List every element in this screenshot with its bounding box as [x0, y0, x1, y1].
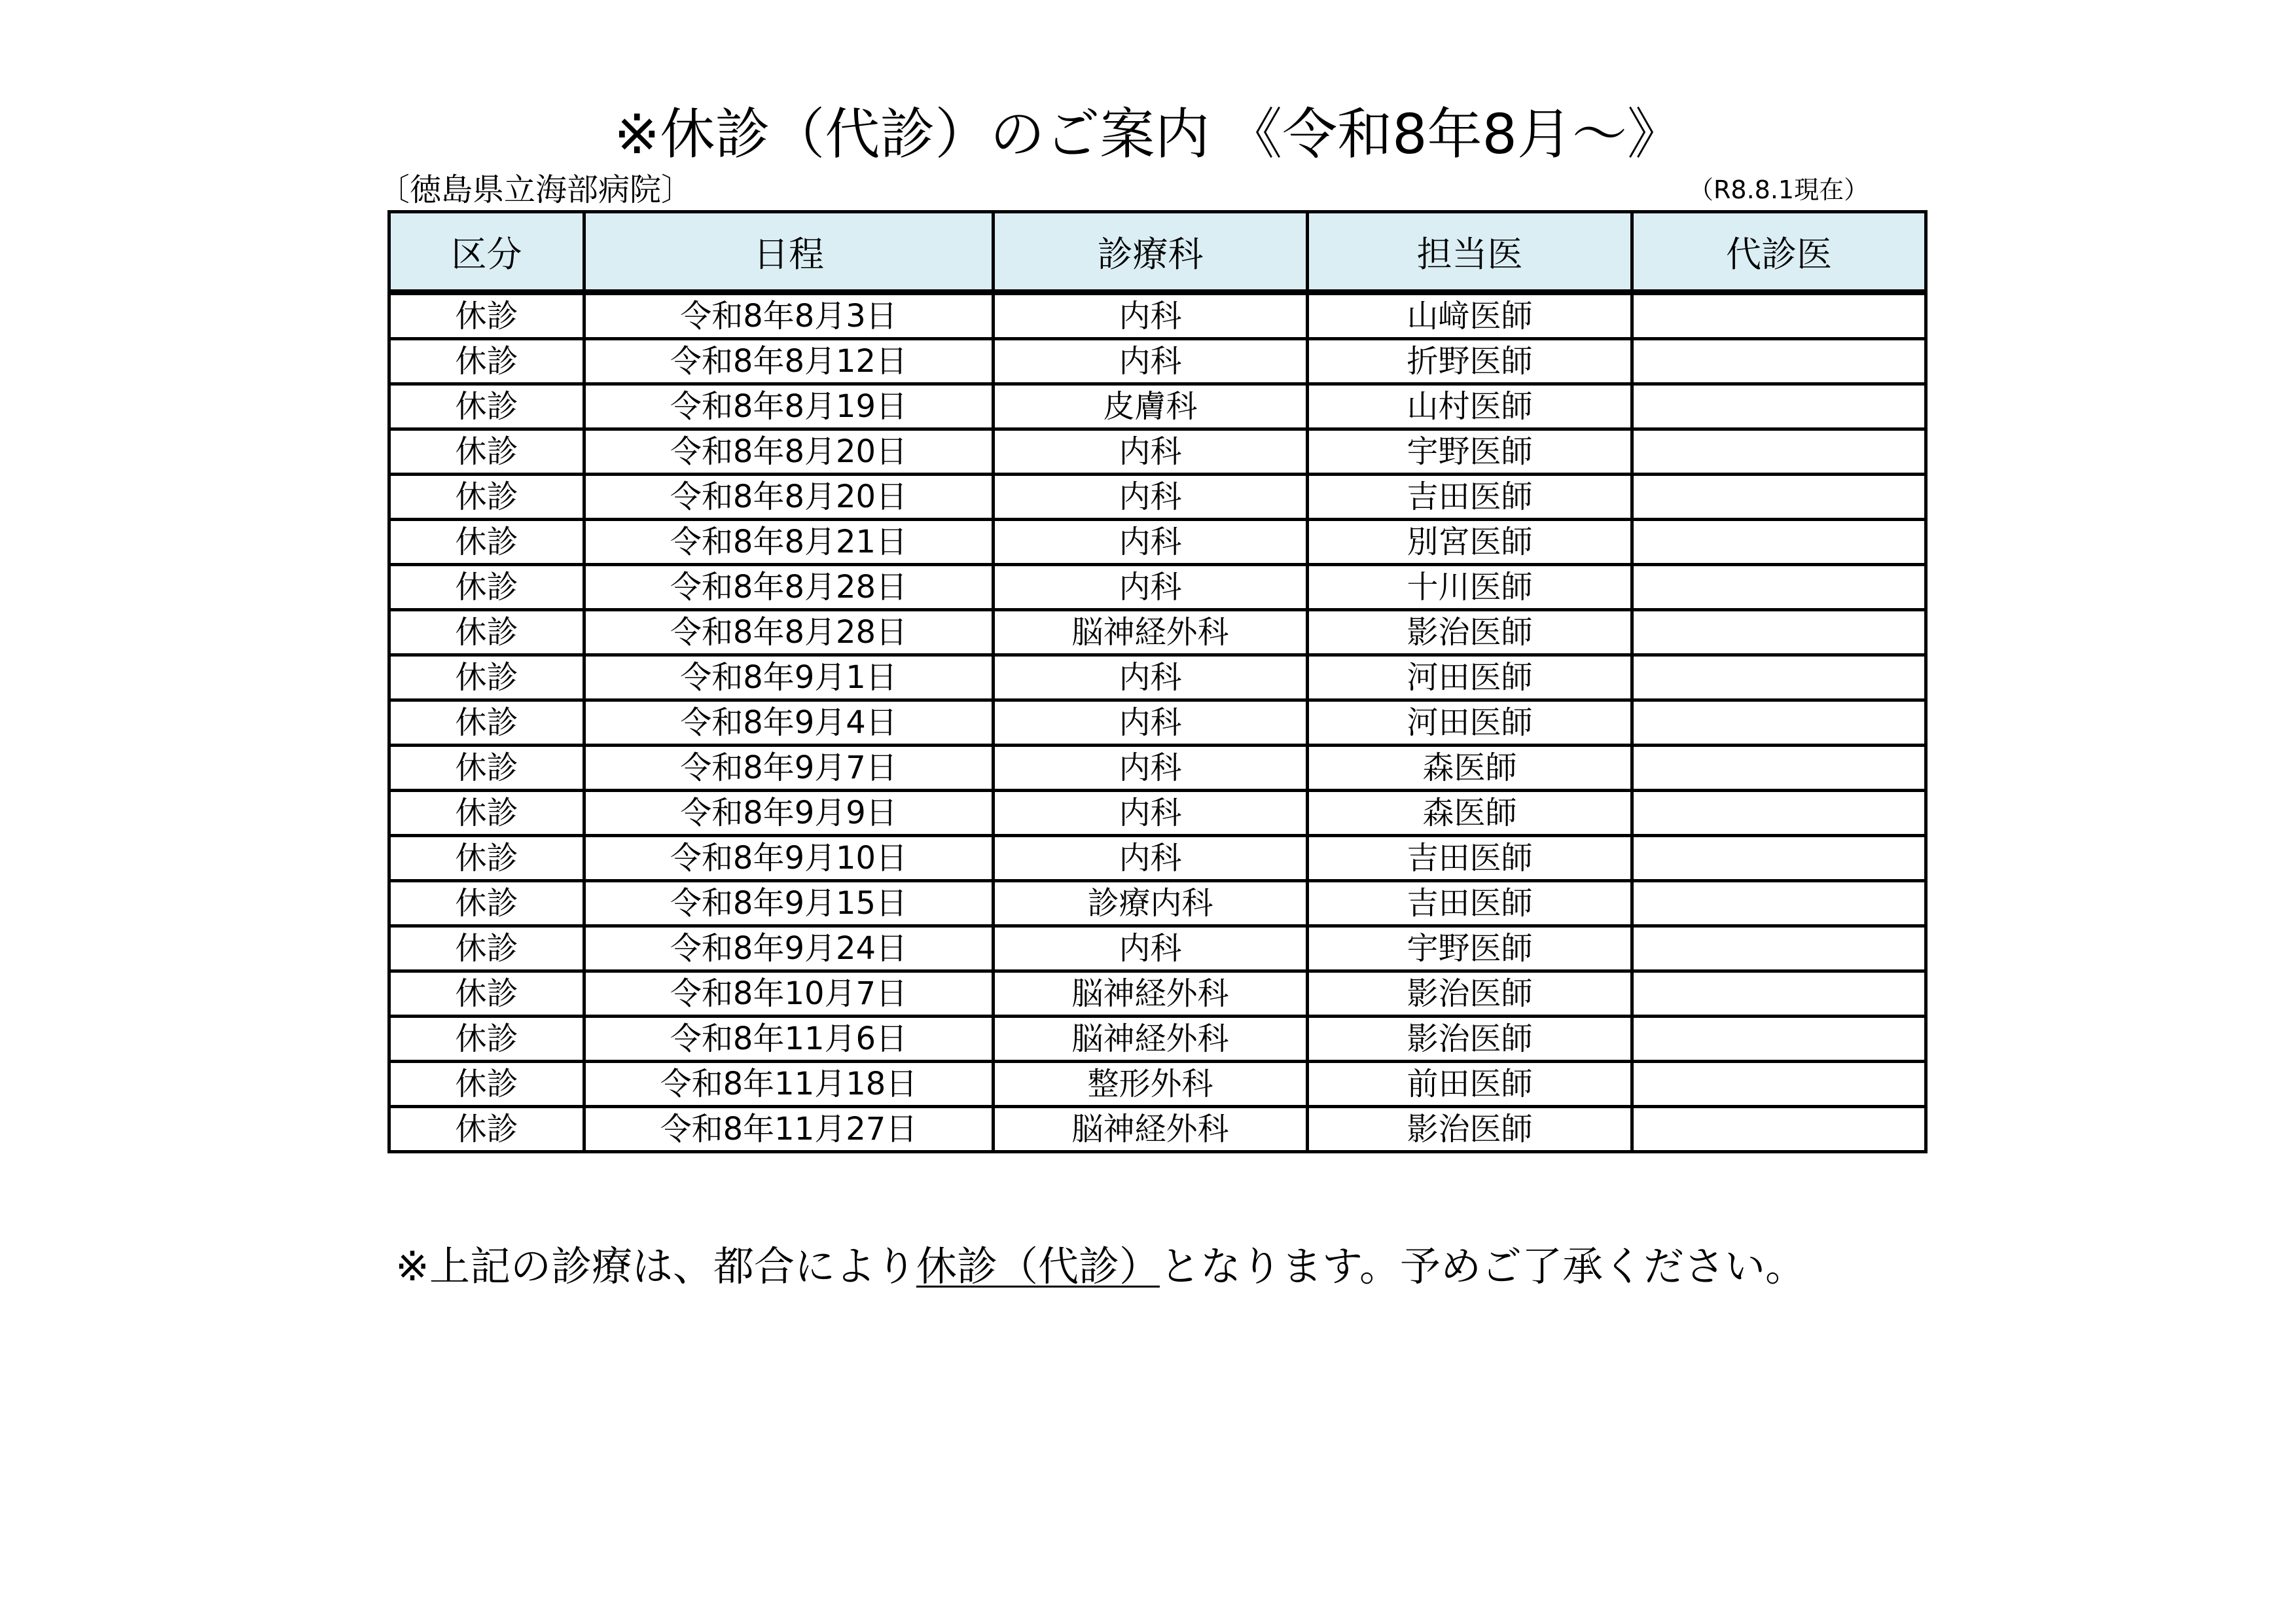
cell-date: 令和8年10月7日 — [584, 971, 994, 1017]
cell-doctor: 河田医師 — [1308, 655, 1632, 700]
cell-date: 令和8年8月19日 — [584, 384, 994, 429]
cell-department: 脳神経外科 — [994, 1107, 1308, 1152]
cell-category: 休診 — [389, 1107, 584, 1152]
table-body — [389, 293, 1926, 1152]
cell-doctor: 森医師 — [1308, 746, 1632, 791]
cell-date: 令和8年8月21日 — [584, 520, 994, 565]
cell-department: 内科 — [994, 836, 1308, 881]
cell-category: 休診 — [389, 791, 584, 836]
cell-date: 令和8年11月27日 — [584, 1107, 994, 1152]
cell-substitute-doctor — [1632, 971, 1926, 1017]
cell-department: 内科 — [994, 339, 1308, 384]
cell-substitute-doctor — [1632, 293, 1926, 339]
cell-doctor: 影治医師 — [1308, 1107, 1632, 1152]
cell-department: 脳神経外科 — [994, 971, 1308, 1017]
cell-doctor: 別宮医師 — [1308, 520, 1632, 565]
table-row — [389, 565, 1926, 610]
cell-substitute-doctor — [1632, 836, 1926, 881]
cell-date: 令和8年9月9日 — [584, 791, 994, 836]
table-row — [389, 971, 1926, 1017]
cell-category: 休診 — [389, 971, 584, 1017]
cell-substitute-doctor — [1632, 384, 1926, 429]
cell-category: 休診 — [389, 881, 584, 926]
cell-department: 内科 — [994, 475, 1308, 520]
cell-category: 休診 — [389, 565, 584, 610]
schedule-table — [387, 210, 1928, 1153]
cell-department: 内科 — [994, 655, 1308, 700]
cell-category: 休診 — [389, 384, 584, 429]
cell-doctor: 山村医師 — [1308, 384, 1632, 429]
cell-doctor: 折野医師 — [1308, 339, 1632, 384]
cell-doctor: 吉田医師 — [1308, 836, 1632, 881]
cell-substitute-doctor — [1632, 1017, 1926, 1062]
cell-date: 令和8年9月4日 — [584, 700, 994, 746]
header-department: 診療科 — [994, 212, 1308, 293]
cell-substitute-doctor — [1632, 881, 1926, 926]
cell-substitute-doctor — [1632, 610, 1926, 655]
cell-doctor: 宇野医師 — [1308, 926, 1632, 971]
header-doctor: 担当医 — [1308, 212, 1632, 293]
cell-department: 脳神経外科 — [994, 610, 1308, 655]
cell-doctor: 吉田医師 — [1308, 881, 1632, 926]
cell-doctor: 河田医師 — [1308, 700, 1632, 746]
table-row — [389, 700, 1926, 746]
cell-doctor: 影治医師 — [1308, 1017, 1632, 1062]
cell-date: 令和8年9月15日 — [584, 881, 994, 926]
cell-doctor: 吉田医師 — [1308, 475, 1632, 520]
cell-doctor: 宇野医師 — [1308, 429, 1632, 475]
table-row — [389, 429, 1926, 475]
cell-substitute-doctor — [1632, 475, 1926, 520]
cell-date: 令和8年9月7日 — [584, 746, 994, 791]
cell-date: 令和8年8月3日 — [584, 293, 994, 339]
cell-department: 診療内科 — [994, 881, 1308, 926]
cell-category: 休診 — [389, 475, 584, 520]
cell-doctor: 十川医師 — [1308, 565, 1632, 610]
table-row — [389, 926, 1926, 971]
cell-date: 令和8年8月20日 — [584, 475, 994, 520]
cell-date: 令和8年9月24日 — [584, 926, 994, 971]
table-row — [389, 610, 1926, 655]
table-row — [389, 746, 1926, 791]
hospital-name: 〔徳島県立海部病院〕 — [378, 171, 693, 208]
cell-department: 内科 — [994, 293, 1308, 339]
table-row — [389, 520, 1926, 565]
cell-category: 休診 — [389, 1062, 584, 1107]
cell-substitute-doctor — [1632, 429, 1926, 475]
cell-department: 内科 — [994, 746, 1308, 791]
cell-substitute-doctor — [1632, 746, 1926, 791]
cell-doctor: 森医師 — [1308, 791, 1632, 836]
header-category: 区分 — [389, 212, 584, 293]
cell-substitute-doctor — [1632, 1107, 1926, 1152]
cell-date: 令和8年8月20日 — [584, 429, 994, 475]
cell-department: 内科 — [994, 791, 1308, 836]
cell-substitute-doctor — [1632, 655, 1926, 700]
cell-department: 内科 — [994, 565, 1308, 610]
cell-substitute-doctor — [1632, 926, 1926, 971]
cell-department: 内科 — [994, 520, 1308, 565]
cell-date: 令和8年9月10日 — [584, 836, 994, 881]
cell-category: 休診 — [389, 520, 584, 565]
table-row — [389, 881, 1926, 926]
cell-substitute-doctor — [1632, 520, 1926, 565]
cell-date: 令和8年9月1日 — [584, 655, 994, 700]
table-row — [389, 791, 1926, 836]
header-substitute-doctor: 代診医 — [1632, 212, 1926, 293]
table-row — [389, 384, 1926, 429]
cell-doctor: 山﨑医師 — [1308, 293, 1632, 339]
cell-category: 休診 — [389, 700, 584, 746]
cell-category: 休診 — [389, 429, 584, 475]
note-prefix: ※上記の診療は、都合により — [395, 1242, 916, 1290]
table-row — [389, 339, 1926, 384]
cell-category: 休診 — [389, 926, 584, 971]
cell-department: 整形外科 — [994, 1062, 1308, 1107]
table-row — [389, 655, 1926, 700]
cell-department: 内科 — [994, 700, 1308, 746]
cell-department: 皮膚科 — [994, 384, 1308, 429]
table-row — [389, 1062, 1926, 1107]
cell-substitute-doctor — [1632, 1062, 1926, 1107]
cell-date: 令和8年11月18日 — [584, 1062, 994, 1107]
table-row — [389, 475, 1926, 520]
cell-category: 休診 — [389, 293, 584, 339]
cell-category: 休診 — [389, 836, 584, 881]
cell-category: 休診 — [389, 1017, 584, 1062]
cell-doctor: 影治医師 — [1308, 610, 1632, 655]
cell-date: 令和8年8月12日 — [584, 339, 994, 384]
cell-category: 休診 — [389, 655, 584, 700]
cell-substitute-doctor — [1632, 791, 1926, 836]
cell-category: 休診 — [389, 339, 584, 384]
page-title: ※休診（代診）のご案内 《令和8年8月～》 — [614, 102, 1682, 166]
note-suffix: となります。予めご了承ください。 — [1159, 1242, 1806, 1290]
cell-date: 令和8年8月28日 — [584, 610, 994, 655]
cell-category: 休診 — [389, 610, 584, 655]
cell-department: 脳神経外科 — [994, 1017, 1308, 1062]
cell-doctor: 影治医師 — [1308, 971, 1632, 1017]
cell-substitute-doctor — [1632, 700, 1926, 746]
cell-substitute-doctor — [1632, 565, 1926, 610]
cell-date: 令和8年8月28日 — [584, 565, 994, 610]
table-row — [389, 1017, 1926, 1062]
cell-category: 休診 — [389, 746, 584, 791]
table-row — [389, 1107, 1926, 1152]
header-date: 日程 — [584, 212, 994, 293]
table-row — [389, 836, 1926, 881]
note-underlined: 休診（代診） — [916, 1242, 1160, 1290]
closing-note — [395, 1237, 1806, 1296]
cell-substitute-doctor — [1632, 339, 1926, 384]
cell-department: 内科 — [994, 429, 1308, 475]
table-header-row — [389, 212, 1926, 293]
cell-date: 令和8年11月6日 — [584, 1017, 994, 1062]
as-of-date: （R8.8.1現在） — [1689, 175, 1869, 204]
table-row — [389, 293, 1926, 339]
cell-doctor: 前田医師 — [1308, 1062, 1632, 1107]
cell-department: 内科 — [994, 926, 1308, 971]
